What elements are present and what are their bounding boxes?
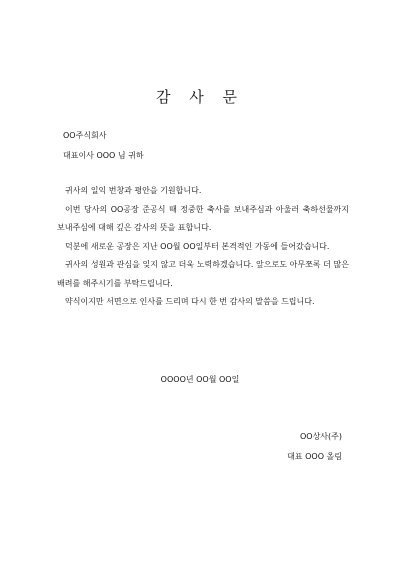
letter-date: OOOO년 OO월 OO일 [160, 375, 240, 384]
body-paragraph: 약식이지만 서면으로 인사를 드리며 다시 한 번 감사의 말씀을 드립니다. [65, 297, 315, 306]
letter-body [57, 182, 349, 312]
body-paragraph: 덕분에 새로운 공장은 지난 OO월 OO일부터 본격적인 가동에 들어갔습니다. [65, 241, 330, 251]
sender-company: OO상사(주) [299, 432, 342, 441]
document-title: 감 사 문 [155, 88, 244, 106]
body-paragraph: 귀사의 일익 번창과 평안을 기원합니다. [65, 186, 202, 195]
sender-representative: 대표 OOO 올림 [287, 452, 342, 461]
addressee-recipient: 대표이사 OOO 님 귀하 [63, 151, 144, 160]
body-paragraph: 이번 당사의 OO공장 준공식 때 정중한 축사를 보내주심과 아울러 축하선물까지 보내주심에 대해 깊은 감사의 뜻을 표합니다. [57, 204, 349, 232]
body-paragraph: 귀사의 성원과 관심을 잊지 않고 더욱 노력하겠습니다. 앞으로도 아무쪼록 더 많은 배려를 해주시기를 부탁드립니다. [57, 260, 349, 288]
addressee-company: OO주식회사 [63, 131, 107, 140]
